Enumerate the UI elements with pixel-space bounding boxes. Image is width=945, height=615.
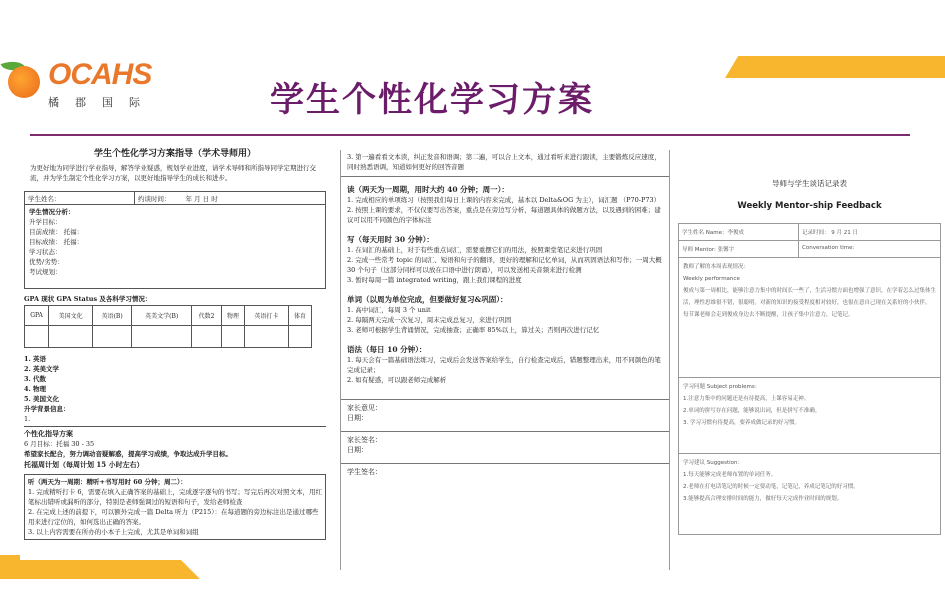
speaking-continued	[341, 150, 669, 177]
problem-line: 学习问题 Subject problems：	[683, 384, 761, 390]
vocabulary-item: 2. 每隔两天完成一次复习，周末完成总复习，来进行巩固	[347, 316, 512, 324]
decorative-bar-top-right	[725, 56, 945, 78]
gpa-header-cell: 英语打卡	[244, 306, 288, 326]
toefl-weekly-plan: 托福周计划（每周计划 15 小时左右）	[24, 460, 144, 469]
info-line: 目前成绩： 托福：	[29, 228, 84, 236]
student-name-row	[24, 191, 326, 205]
vocabulary-item: 3. 老师可根据学生背诵情况，完成抽查；正确率 85%以上，算过关；否则再次进行记忆	[347, 326, 600, 334]
gpa-header-row	[25, 306, 312, 326]
performance-line: 俊成与第一周相比，能够注意力集中的时间长一些了，生活习惯方面也增强了意识，在学着怎么过集体生活，理性思维很不错，很聪明。对新的知识的接受程度相对较好，也很在意自己现在关系好的小伙伴。	[683, 288, 937, 306]
gpa-value-cell	[49, 326, 93, 348]
conversation-time-cell: Conversation time:	[802, 245, 855, 251]
gpa-value-cell	[25, 326, 49, 348]
student-analysis-box	[24, 205, 326, 289]
gpa-value-cell	[192, 326, 222, 348]
reading-item: 1. 完成相应的单项练习（按照我们每日上课的内容来完成，基本以 Delta&OG 为主），词汇题 （P70-P73）	[347, 196, 661, 204]
subject-problems-block	[679, 378, 940, 454]
left-doc-title: 学生个性化学习方案指导（学术导师用）	[93, 149, 256, 159]
vocabulary-item: 1. 高中词汇，每周 3 个 unit	[347, 306, 431, 314]
gpa-status-title: GPA 现状 GPA Status 及各科学习情况：	[24, 295, 152, 303]
parent-signature-label: 家长签名：	[347, 436, 382, 444]
info-line: 目标成绩： 托福：	[29, 238, 84, 246]
performance-line: Weekly performance	[683, 276, 740, 282]
page-title: 学生个性化学习方案	[270, 80, 594, 120]
plan-line: 6 月目标：托福 30 - 35	[24, 440, 95, 448]
date-label: 日期：	[347, 414, 368, 422]
gpa-header-cell: 体育	[289, 306, 312, 326]
student-name-label: 学生姓名：	[25, 192, 135, 204]
subject-item: 3. 代数	[24, 375, 47, 383]
plan-section	[24, 426, 326, 470]
subject-list	[24, 354, 326, 424]
mentorship-feedback-document	[674, 148, 945, 568]
gpa-header-cell: 美国文化	[49, 306, 93, 326]
problem-line: 1.注意力集中的问题还是有待提高，上课容易走神。	[683, 396, 810, 402]
grammar-title: 语法（每日 10 分钟）：	[347, 345, 427, 354]
listening-item: 3. 以上内容需要在所办的小本子上完成，尤其是单词和词组	[28, 528, 199, 536]
writing-item: 3. 暂时每周一篇 integrated writing，跟上我们课程的进度	[347, 276, 522, 284]
subject-item: 4. 物理	[24, 385, 47, 393]
writing-item: 2. 完成一些常考 topic 的词汇、短语和句子的翻译，更好的理解和记忆单词，从而巩固语法和写作；一周大概 30 个句子（这部分同样可以放在口语中进行朗诵），可以发送相关音频来进行检测	[347, 256, 662, 274]
parent-opinion-box	[341, 399, 669, 431]
gpa-header-cell: 物理	[221, 306, 244, 326]
info-line: 优势/劣势：	[29, 258, 64, 266]
gpa-value-cell	[132, 326, 192, 348]
gpa-table	[24, 305, 312, 348]
writing-section	[341, 227, 669, 287]
record-time-cell: 记录时间： 9 月 21 日	[802, 230, 858, 236]
top-item: 3. 第一遍看看文本读，纠正发音和语调；第二遍，可以合上文本，通过看听来进行跟读，主要锻炼反应速度，同时熟悉语调，知道如何更好的回答音题	[347, 153, 661, 171]
problem-line: 3. 学习习惯有待提高，要养成做记录的好习惯。	[683, 420, 800, 426]
mentor-guide-document	[20, 140, 330, 560]
suggestion-line: 2.老师在打电话笔记的时候一定要动笔，记笔记，养成记笔记的好习惯。	[683, 484, 859, 490]
parent-signature-box	[341, 431, 669, 463]
suggestion-line: 3.能够提高合理安排时间的能力，做好每天完成作业时间的规划。	[683, 496, 843, 502]
mentor-name-cell: 导师 Mentor: 张馨宇	[679, 241, 799, 257]
vocabulary-section	[341, 287, 669, 337]
suggestion-line: 学习建议 Suggestion：	[683, 460, 743, 466]
info-line: 升学目标：	[29, 218, 62, 226]
gpa-header-cell: 英语(B)	[93, 306, 132, 326]
reading-item: 2. 按照上课的要求，不仅仅要写出答案，重点是在旁边写分析，每道题具体的做题方法，以及遇到的困难；建议可以用不同颜色的字体标注	[347, 206, 661, 224]
study-plan-document	[340, 150, 670, 570]
suggestion-block	[679, 454, 940, 534]
feedback-title-cn: 导师与学生谈话记录表	[772, 179, 847, 188]
orange-fruit-icon	[8, 66, 40, 98]
reading-title: 读（两天为一周期，用时大约 40 分钟；周一）：	[347, 185, 509, 194]
student-signature-box	[341, 463, 669, 495]
listening-item: 1. 完成精听打卡 6，需要在填入正确答案的基础上，完成逐字逐句的书写；写完后再次对照文本，用红笔标出错听或漏听的部分，特别是老师强调过的短语和句子，发给老师检查	[28, 488, 322, 506]
grammar-item: 2. 如有疑惑，可以跟老师完成解析	[347, 376, 447, 384]
interview-time-units: 年 月 日 时	[185, 194, 218, 203]
writing-title: 写（每天用时 30 分钟）：	[347, 235, 434, 244]
subject-item: 5. 美国文化	[24, 395, 60, 403]
feedback-title-en: Weekly Mentor-ship Feedback	[737, 201, 882, 211]
gpa-header-cell: 英美文学(B)	[132, 306, 192, 326]
problem-line: 2.单词的拼写存在问题，能够说出词，但是拼写不准确。	[683, 408, 821, 414]
grammar-section	[341, 337, 669, 399]
parent-opinion-label: 家长意见：	[347, 404, 382, 412]
left-doc-intro: 为更好地为同学进行学业指导，解答学业疑惑，规划学业进度，请学术导师和所指导同学定期进行交流，并为学生制定个性化学习方案，以更好地指导学生的成长和进步。	[30, 164, 316, 182]
gpa-value-cell	[221, 326, 244, 348]
ocahs-logo	[2, 58, 162, 114]
suggestion-line: 1.每天能够完成老师布置的单词任务。	[683, 472, 777, 478]
plan-line: 希望家长配合，努力调动音疑解惑，提高学习成绩，争取达成升学目标。	[24, 450, 232, 458]
gpa-value-cell	[244, 326, 288, 348]
info-line: 学习状态：	[29, 248, 62, 256]
vocabulary-title: 单词（以周为单位完成，但要做好复习&巩固）：	[347, 295, 508, 304]
gpa-header-cell: 代数2	[192, 306, 222, 326]
subject-item: 1. 英语	[24, 355, 47, 363]
student-signature-label: 学生签名：	[347, 468, 382, 476]
gpa-header-cell: GPA	[25, 306, 49, 326]
info-line: 考试规划：	[29, 268, 62, 276]
upgrade-info-label: 升学背景信息：	[24, 405, 70, 413]
student-analysis-label: 学生情况分析：	[29, 208, 75, 216]
grammar-item: 1. 每天会有一篇基础语法练习，完成后会发送答案给学生，自行检查完成后，错题整理出来，用不同颜色的笔完成记录；	[347, 356, 661, 374]
student-name-cell: 学生姓名 Name：李俊成	[679, 224, 799, 240]
feedback-row	[679, 224, 940, 241]
gpa-value-cell	[289, 326, 312, 348]
reading-section	[341, 177, 669, 227]
listening-title: 听（两天为一周期：精听+书写用时 60 分钟；周二）：	[28, 478, 187, 486]
gpa-value-cell	[93, 326, 132, 348]
weekly-performance-block	[679, 258, 940, 378]
feedback-table	[678, 223, 941, 535]
logo-text: OCAHS	[48, 58, 152, 91]
listening-section	[24, 474, 326, 540]
date-label: 日期：	[347, 446, 368, 454]
subject-item: 2. 英美文学	[24, 365, 60, 373]
feedback-row	[679, 241, 940, 258]
gpa-value-row	[25, 326, 312, 348]
upgrade-info-item: 1.	[24, 415, 31, 423]
performance-line: 每节课老师会走到俊成身边去不断提醒，让孩子集中注意力，记笔记。	[683, 312, 854, 318]
logo-subtitle: 橘郡国际	[48, 96, 156, 109]
title-divider	[30, 134, 910, 136]
writing-item: 1. 在词汇的基础上，对于有些重点词汇，需要重摆它们的用法，按照课堂笔记来进行巩固	[347, 246, 603, 254]
listening-item: 2. 在完成上述的前提下，可以额外完成一篇 Delta 听力（P215）：在每道题的旁边标注出是通过哪些用来进行定位的，如何选出正确的答案。	[28, 508, 319, 526]
plan-title: 个性化指导方案	[24, 429, 73, 438]
performance-line: 教师了解的本周表现情况：	[683, 264, 750, 270]
interview-time-label: 约谈时间：	[138, 194, 171, 203]
